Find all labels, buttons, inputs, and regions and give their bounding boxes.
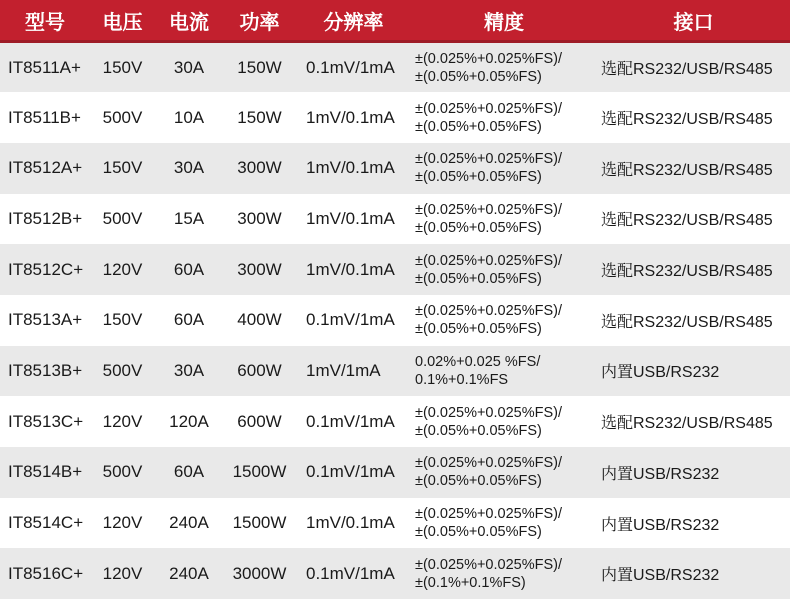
- accuracy-cell: [411, 346, 597, 397]
- table-header: [0, 0, 790, 42]
- table-row: [0, 194, 790, 245]
- power-cell: 3000W: [232, 563, 287, 583]
- resolution-cell: 1mV/1mA: [306, 360, 381, 380]
- power-cell: 600W: [237, 360, 282, 380]
- resolution-cell: 1mV/0.1mA: [306, 158, 395, 178]
- voltage-cell: 120V: [102, 259, 143, 279]
- accuracy-cell: [411, 447, 597, 498]
- interface-cell: 内置USB/RS232: [601, 465, 720, 483]
- accuracy-cell: [411, 244, 597, 295]
- table-row: [0, 447, 790, 498]
- interface-cell: 选配RS232/USB/RS485: [601, 161, 773, 179]
- resolution-cell: 0.1mV/1mA: [306, 411, 395, 431]
- accuracy-cell: [411, 295, 597, 346]
- resolution-cell: 1mV/0.1mA: [306, 513, 395, 533]
- power-cell: 400W: [237, 310, 282, 330]
- accuracy-line2: ±(0.05%+0.05%FS): [415, 422, 542, 439]
- header-row: [0, 0, 790, 42]
- voltage-cell: 120V: [102, 411, 143, 431]
- power-cell: 1500W: [232, 462, 287, 482]
- accuracy-line1: ±(0.025%+0.025%FS)/: [415, 50, 562, 67]
- col-header-model: 型号: [0, 0, 90, 42]
- accuracy-line1: ±(0.025%+0.025%FS)/: [415, 201, 562, 218]
- table-row: [0, 244, 790, 295]
- power-cell: 1500W: [232, 513, 287, 533]
- voltage-cell: 120V: [102, 563, 143, 583]
- accuracy-line1: ±(0.025%+0.025%FS)/: [415, 455, 562, 472]
- voltage-cell: 500V: [102, 462, 143, 482]
- table-row: [0, 295, 790, 346]
- accuracy-line1: ±(0.025%+0.025%FS)/: [415, 303, 562, 320]
- current-cell: 60A: [173, 310, 205, 330]
- col-header-current: 电流: [155, 0, 223, 42]
- model-cell: IT8512A+: [8, 158, 83, 178]
- col-header-interface: 接口: [597, 0, 790, 42]
- interface-cell: 选配RS232/USB/RS485: [601, 61, 773, 79]
- current-cell: 120A: [169, 411, 209, 431]
- accuracy-line1: ±(0.025%+0.025%FS)/: [415, 506, 562, 523]
- table-row: [0, 143, 790, 194]
- voltage-cell: 120V: [102, 513, 143, 533]
- interface-cell: 选配RS232/USB/RS485: [601, 111, 773, 129]
- table-row: [0, 42, 790, 93]
- power-cell: 300W: [237, 259, 282, 279]
- accuracy-cell: [411, 194, 597, 245]
- power-cell: 300W: [237, 208, 282, 228]
- accuracy-cell: [411, 42, 597, 93]
- accuracy-cell: [411, 143, 597, 194]
- resolution-cell: 1mV/0.1mA: [306, 208, 395, 228]
- accuracy-line2: ±(0.05%+0.05%FS): [415, 68, 542, 85]
- voltage-cell: 500V: [102, 208, 143, 228]
- resolution-cell: 0.1mV/1mA: [306, 57, 395, 77]
- current-cell: 10A: [173, 107, 205, 127]
- current-cell: 60A: [173, 259, 205, 279]
- model-cell: IT8516C+: [8, 563, 84, 583]
- accuracy-line1: ±(0.025%+0.025%FS)/: [415, 404, 562, 421]
- power-cell: 300W: [237, 158, 282, 178]
- accuracy-cell: [411, 548, 597, 599]
- col-header-accuracy: 精度: [411, 0, 597, 42]
- col-header-resolution: 分辨率: [296, 0, 411, 42]
- interface-cell: 内置USB/RS232: [601, 567, 720, 585]
- current-cell: 30A: [173, 360, 205, 380]
- voltage-cell: 500V: [102, 107, 143, 127]
- model-cell: IT8513A+: [8, 310, 83, 330]
- interface-cell: 内置USB/RS232: [601, 516, 720, 534]
- accuracy-line2: ±(0.05%+0.05%FS): [415, 118, 542, 135]
- accuracy-cell: [411, 498, 597, 549]
- accuracy-cell: [411, 396, 597, 447]
- accuracy-line1: ±(0.025%+0.025%FS)/: [415, 100, 562, 117]
- table-row: [0, 498, 790, 549]
- accuracy-line2: ±(0.05%+0.05%FS): [415, 270, 542, 287]
- table-row: [0, 346, 790, 397]
- accuracy-line2: ±(0.05%+0.05%FS): [415, 524, 542, 541]
- model-cell: IT8514C+: [8, 513, 84, 533]
- power-cell: 150W: [237, 107, 282, 127]
- current-cell: 30A: [173, 158, 205, 178]
- resolution-cell: 1mV/0.1mA: [306, 107, 395, 127]
- current-cell: 240A: [169, 563, 209, 583]
- accuracy-line2: ±(0.05%+0.05%FS): [415, 169, 542, 186]
- model-cell: IT8512B+: [8, 208, 83, 228]
- accuracy-line1: ±(0.025%+0.025%FS)/: [415, 252, 562, 269]
- accuracy-line1: ±(0.025%+0.025%FS)/: [415, 556, 562, 573]
- table-row: [0, 396, 790, 447]
- interface-cell: 选配RS232/USB/RS485: [601, 313, 773, 331]
- resolution-cell: 0.1mV/1mA: [306, 563, 395, 583]
- model-cell: IT8511A+: [8, 57, 81, 77]
- accuracy-line2: ±(0.05%+0.05%FS): [415, 473, 542, 490]
- table-row: [0, 92, 790, 143]
- accuracy-line1: ±(0.025%+0.025%FS)/: [415, 151, 562, 168]
- accuracy-line2: ±(0.05%+0.05%FS): [415, 321, 542, 338]
- interface-cell: 内置USB/RS232: [601, 364, 720, 382]
- voltage-cell: 150V: [102, 158, 143, 178]
- power-cell: 150W: [237, 57, 282, 77]
- current-cell: 240A: [169, 513, 209, 533]
- model-cell: IT8514B+: [8, 462, 83, 482]
- accuracy-line1: 0.02%+0.025 %FS/: [415, 353, 541, 370]
- accuracy-line2: 0.1%+0.1%FS: [415, 371, 509, 388]
- model-cell: IT8513C+: [8, 411, 84, 431]
- current-cell: 60A: [173, 462, 205, 482]
- interface-cell: 选配RS232/USB/RS485: [601, 263, 773, 281]
- resolution-cell: 0.1mV/1mA: [306, 462, 395, 482]
- accuracy-line2: ±(0.1%+0.1%FS): [415, 574, 526, 591]
- voltage-cell: 150V: [102, 310, 143, 330]
- table-row: [0, 548, 790, 599]
- model-cell: IT8512C+: [8, 259, 84, 279]
- accuracy-cell: [411, 92, 597, 143]
- current-cell: 15A: [173, 208, 205, 228]
- col-header-voltage: 电压: [90, 0, 155, 42]
- resolution-cell: 1mV/0.1mA: [306, 259, 395, 279]
- accuracy-line2: ±(0.05%+0.05%FS): [415, 219, 542, 236]
- table-body: [0, 42, 790, 600]
- interface-cell: 选配RS232/USB/RS485: [601, 415, 773, 433]
- current-cell: 30A: [173, 57, 205, 77]
- voltage-cell: 500V: [102, 360, 143, 380]
- power-cell: 600W: [237, 411, 282, 431]
- model-cell: IT8511B+: [8, 107, 81, 127]
- resolution-cell: 0.1mV/1mA: [306, 310, 395, 330]
- col-header-power: 功率: [223, 0, 296, 42]
- interface-cell: 选配RS232/USB/RS485: [601, 212, 773, 230]
- voltage-cell: 150V: [102, 57, 143, 77]
- model-cell: IT8513B+: [8, 360, 83, 380]
